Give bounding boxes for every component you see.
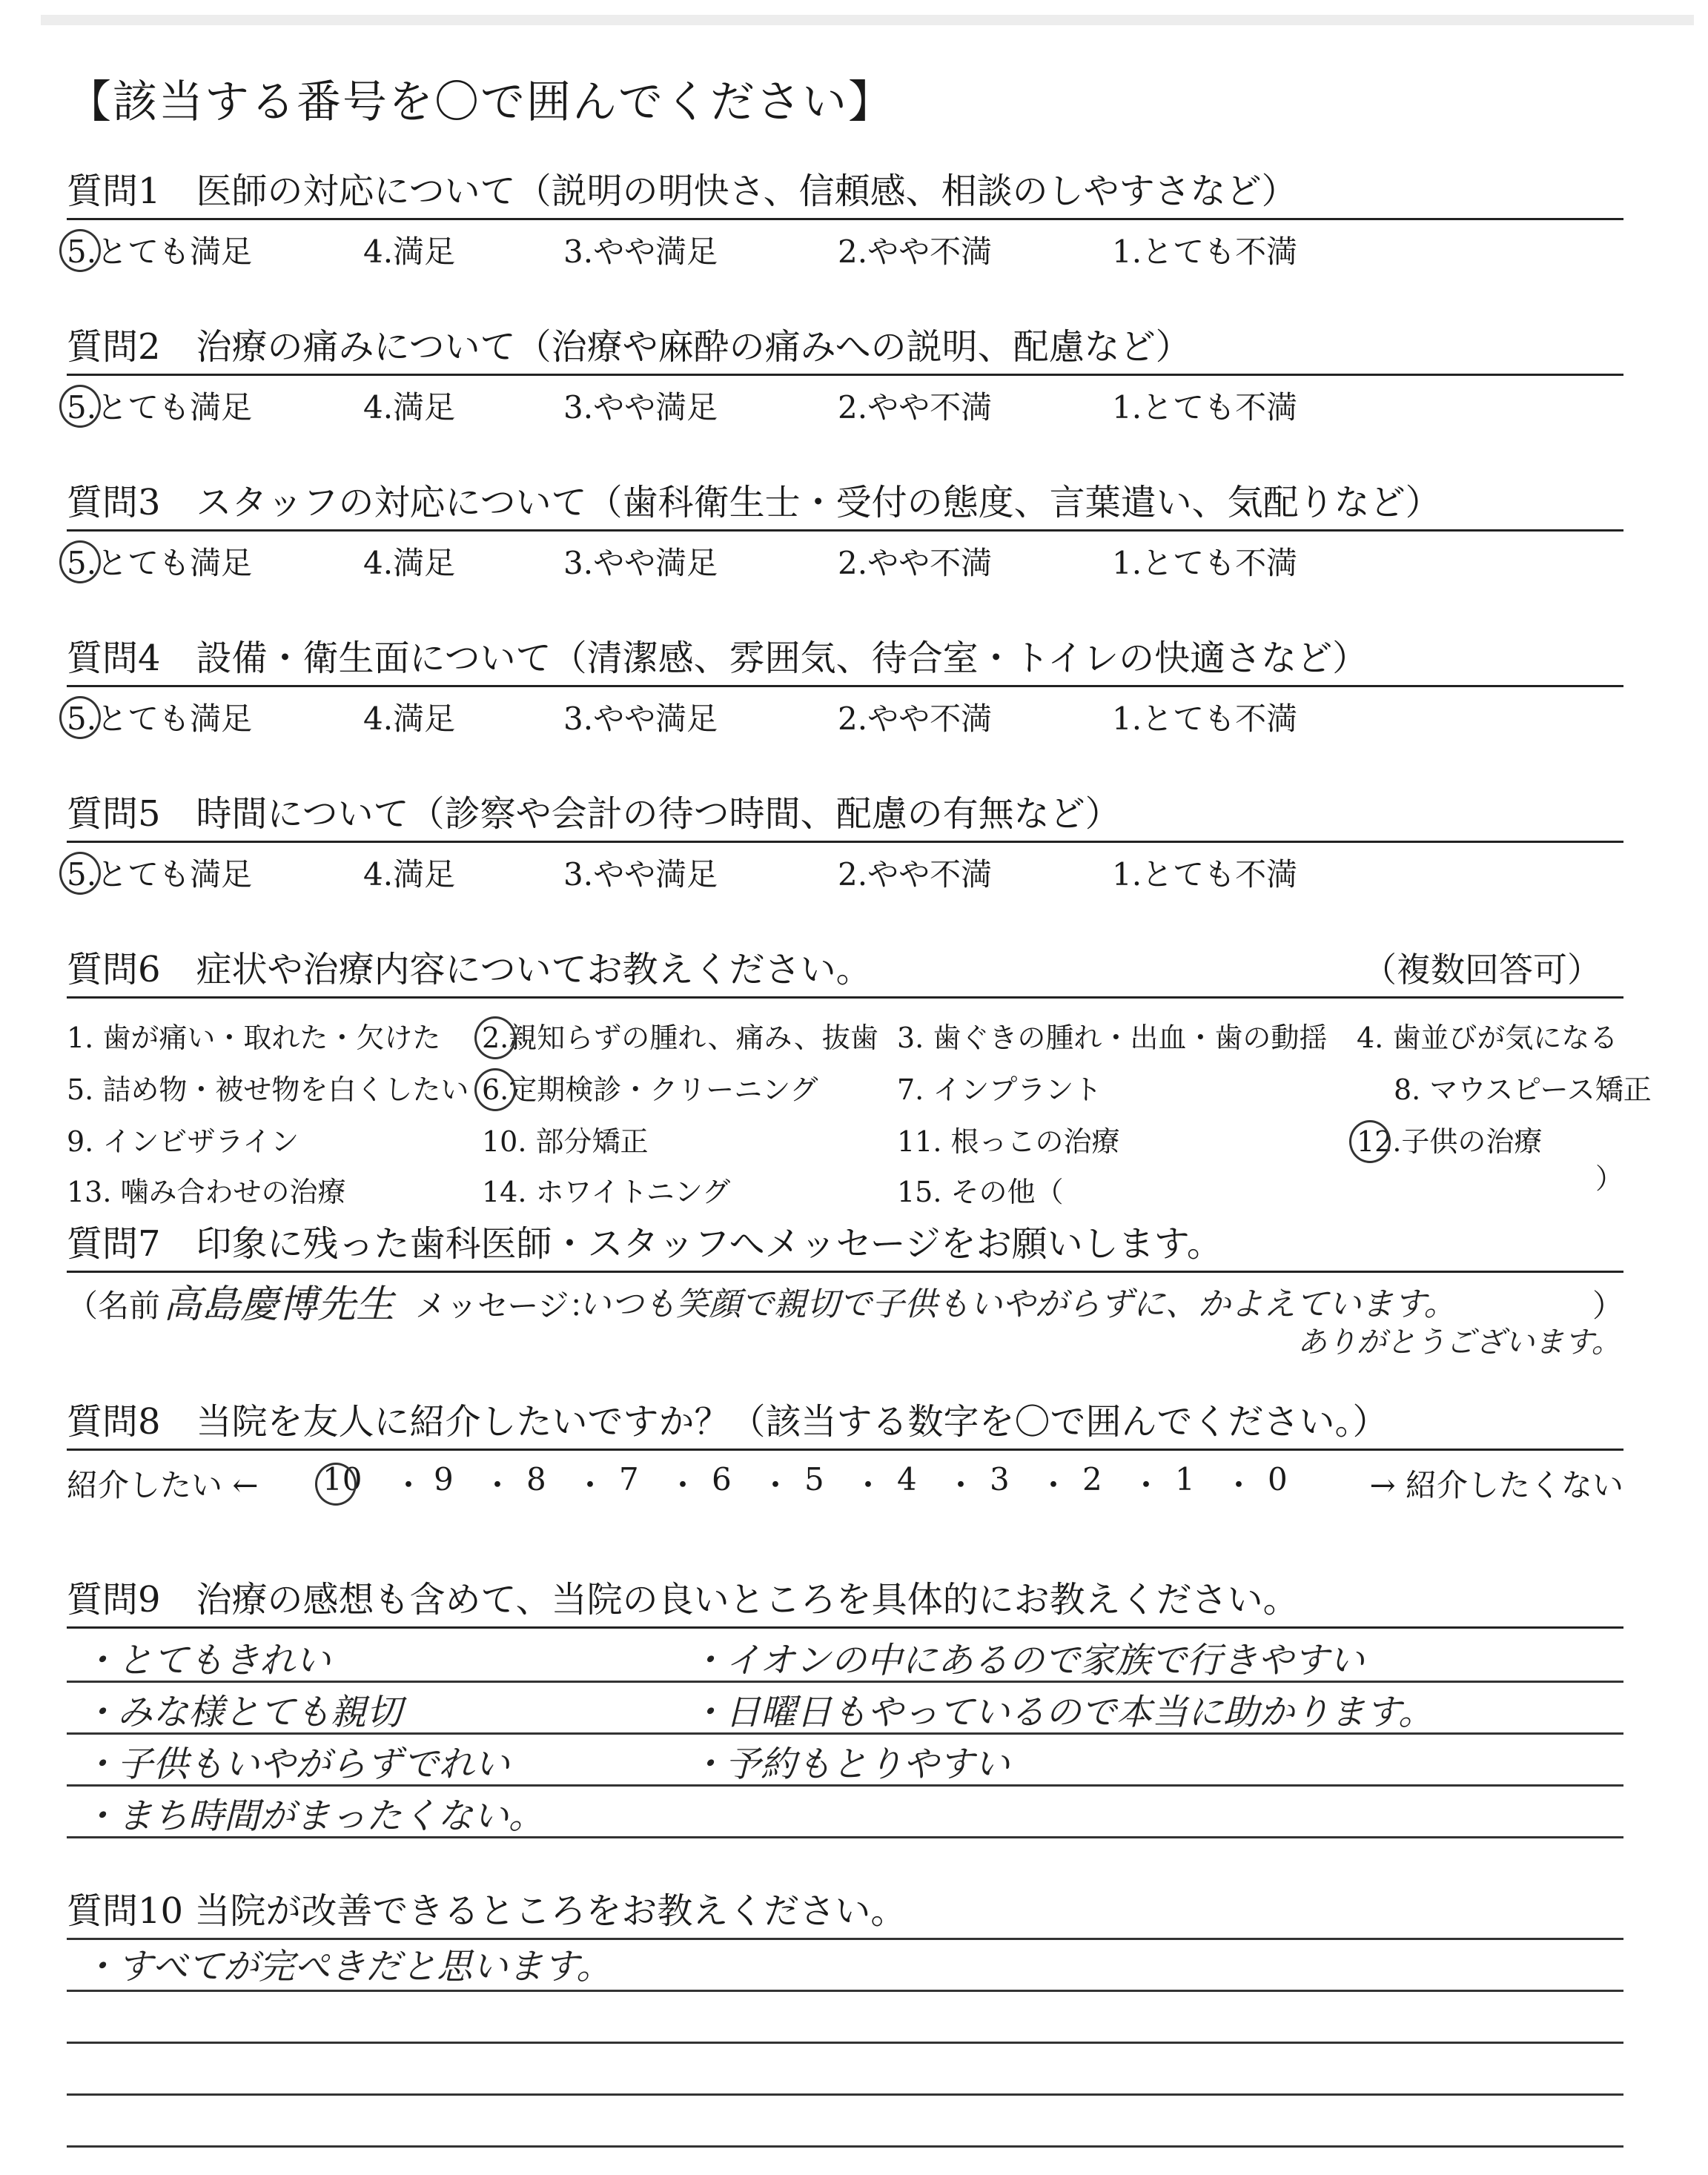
question-4-options [67, 687, 1623, 739]
option-1[interactable]: 1.とても不満 [1112, 234, 1298, 270]
option-3[interactable]: 3.やや満足 [563, 234, 718, 270]
option-2[interactable]: 2.やや不満 [838, 389, 993, 426]
scale-dot: ・ [1131, 1467, 1162, 1503]
question-10-label: 質問10 当院が改善できるところをお教えください。 [67, 1890, 907, 1932]
option-5[interactable]: 5.とても満足 [67, 228, 252, 272]
option-1[interactable]: 1.とても不満 [1112, 545, 1298, 581]
question-3-label: 質問3 スタッフの対応について（歯科衛生士・受付の態度、言葉遣い、気配りなど） [67, 482, 1441, 523]
option-5[interactable]: 5.とても満足 [67, 383, 252, 428]
message-line-2[interactable]: ありがとうございます。 [1297, 1325, 1621, 1360]
question-1 [67, 156, 1623, 272]
scale-dot: ・ [853, 1467, 884, 1503]
good-point[interactable]: ・まち時間がまったくない。 [82, 1795, 545, 1837]
option-4[interactable]: 4.満足 [363, 856, 456, 893]
scale-dot: ・ [667, 1467, 699, 1503]
good-point[interactable]: ・イオンの中にあるので家族で行きやすい [689, 1640, 1365, 1681]
symptom-15[interactable]: 15. その他（ [897, 1176, 1064, 1208]
scale-1[interactable]: 1 [1175, 1461, 1195, 1497]
scale-dot: ・ [945, 1467, 977, 1503]
message-line-1[interactable]: いつも笑顔で親切で子供もいやがらずに、かよえています。 [578, 1285, 1457, 1323]
question-1-options [67, 220, 1623, 272]
symptom-5[interactable]: 5. 詰め物・被せ物を白くしたい [67, 1073, 469, 1106]
question-9-label: 質問9 治療の感想も含めて、当院の良いところを具体的にお教えください。 [67, 1579, 1299, 1621]
symptom-11[interactable]: 11. 根っこの治療 [897, 1125, 1120, 1158]
option-4[interactable]: 4.満足 [363, 701, 456, 737]
option-3[interactable]: 3.やや満足 [563, 701, 718, 737]
question-2 [67, 311, 1623, 428]
option-3[interactable]: 3.やや満足 [563, 545, 718, 581]
question-6-note: （複数回答可） [1363, 950, 1601, 990]
question-7-message [67, 1273, 1623, 1360]
scan-edge [41, 15, 1694, 25]
improvement-answer[interactable]: ・すべてが完ぺきだと思います。 [82, 1946, 612, 1987]
question-8-label: 質問8 当院を友人に紹介したいですか？（該当する数字を〇で囲んでください。） [67, 1401, 1388, 1443]
question-6-options [67, 999, 1652, 1208]
symptom-2[interactable]: 2.親知らずの腫れ、痛み、抜歯 [482, 1015, 878, 1056]
option-4[interactable]: 4.満足 [363, 389, 456, 426]
option-2[interactable]: 2.やや不満 [838, 701, 993, 737]
message-close-paren: ） [1592, 1288, 1623, 1324]
symptom-4[interactable]: 4. 歯並びが気になる [1357, 1022, 1618, 1054]
scale-7[interactable]: 7 [619, 1461, 639, 1497]
good-point[interactable]: ・子供もいやがらずでれい [82, 1744, 510, 1785]
name-label: （名前 [67, 1288, 161, 1324]
option-2[interactable]: 2.やや不満 [838, 856, 993, 893]
name-value[interactable]: 高島慶博先生 [163, 1282, 395, 1327]
symptom-6[interactable]: 6.定期検診・クリーニング [482, 1067, 818, 1108]
option-5[interactable]: 5.とても満足 [67, 695, 252, 739]
question-7-label: 質問7 印象に残った歯科医師・スタッフへメッセージをお願いします。 [67, 1223, 1222, 1265]
symptom-3[interactable]: 3. 歯ぐきの腫れ・出血・歯の動揺 [897, 1022, 1328, 1054]
symptom-10[interactable]: 10. 部分矯正 [482, 1125, 649, 1158]
question-10 [67, 1876, 1623, 2175]
scale-9[interactable]: 9 [434, 1461, 454, 1497]
scale-dot: ・ [760, 1467, 792, 1503]
scale-8[interactable]: 8 [526, 1461, 546, 1497]
option-1[interactable]: 1.とても不満 [1112, 856, 1298, 893]
answer-line [67, 1990, 1623, 1992]
option-5[interactable]: 5.とても満足 [67, 850, 252, 895]
question-5 [67, 778, 1623, 895]
scale-4[interactable]: 4 [897, 1461, 917, 1497]
question-5-options [67, 843, 1623, 895]
symptom-12[interactable]: 12.子供の治療 [1357, 1119, 1542, 1159]
good-point[interactable]: ・とてもきれい [82, 1640, 331, 1681]
scale-10[interactable]: 10 [322, 1461, 363, 1497]
question-9-answers [67, 1629, 1623, 1851]
other-close-paren: ） [1595, 1162, 1623, 1195]
question-3-options [67, 532, 1623, 583]
scale-5[interactable]: 5 [804, 1461, 824, 1497]
symptom-13[interactable]: 13. 噛み合わせの治療 [67, 1176, 346, 1208]
question-8 [67, 1386, 1623, 1510]
option-4[interactable]: 4.満足 [363, 234, 456, 270]
message-label: メッセージ： [415, 1288, 600, 1324]
answer-line [67, 2145, 1623, 2148]
question-5-label: 質問5 時間について（診察や会計の待つ時間、配慮の有無など） [67, 793, 1121, 835]
scale-left-label: 紹介したい ← [67, 1467, 259, 1503]
question-3 [67, 467, 1623, 583]
scale-dot: ・ [482, 1467, 514, 1503]
option-3[interactable]: 3.やや満足 [563, 389, 718, 426]
good-point[interactable]: ・日曜日もやっているので本当に助かります。 [689, 1692, 1434, 1733]
scale-dot: ・ [393, 1467, 425, 1503]
option-1[interactable]: 1.とても不満 [1112, 701, 1298, 737]
answer-line [67, 2093, 1623, 2096]
scale-dot: ・ [575, 1467, 606, 1503]
good-point[interactable]: ・みな様とても親切 [82, 1692, 403, 1733]
option-3[interactable]: 3.やや満足 [563, 856, 718, 893]
option-2[interactable]: 2.やや不満 [838, 545, 993, 581]
question-2-label: 質問2 治療の痛みについて（治療や麻酔の痛みへの説明、配慮など） [67, 326, 1191, 368]
scale-right-label: → 紹介したくない [1369, 1467, 1623, 1503]
good-point[interactable]: ・予約もとりやすい [689, 1744, 1010, 1785]
page-title: 【該当する番号を〇で囲んでください】 [67, 76, 894, 128]
option-4[interactable]: 4.満足 [363, 545, 456, 581]
symptom-14[interactable]: 14. ホワイトニング [482, 1176, 731, 1208]
scale-0[interactable]: 0 [1268, 1461, 1288, 1497]
recommend-scale [67, 1451, 1623, 1510]
symptom-7[interactable]: 7. インプラント [897, 1073, 1102, 1106]
question-4-label: 質問4 設備・衛生面について（清潔感、雰囲気、待合室・トイレの快適さなど） [67, 638, 1368, 679]
scale-3[interactable]: 3 [990, 1461, 1010, 1497]
symptom-8[interactable]: 8. マウスピース矯正 [1394, 1073, 1652, 1106]
option-5[interactable]: 5.とても満足 [67, 539, 252, 583]
symptom-9[interactable]: 9. インビザライン [67, 1125, 299, 1158]
scale-dot: ・ [1223, 1467, 1255, 1503]
symptom-1[interactable]: 1. 歯が痛い・取れた・欠けた [67, 1022, 441, 1054]
question-1-label: 質問1 医師の対応について（説明の明快さ、信頼感、相談のしやすさなど） [67, 171, 1297, 212]
question-7 [67, 1208, 1623, 1360]
scale-dot: ・ [1038, 1467, 1070, 1503]
scale-2[interactable]: 2 [1082, 1461, 1102, 1497]
question-6-label: 質問6 症状や治療内容についてお教えください。 [67, 949, 872, 990]
option-1[interactable]: 1.とても不満 [1112, 389, 1298, 426]
question-4 [67, 623, 1623, 739]
question-2-options [67, 376, 1623, 428]
question-9 [67, 1564, 1623, 1851]
answer-line [67, 2042, 1623, 2044]
question-6 [67, 934, 1652, 1208]
question-10-answers [67, 1938, 1623, 2175]
option-2[interactable]: 2.やや不満 [838, 234, 993, 270]
scale-6[interactable]: 6 [712, 1461, 732, 1497]
